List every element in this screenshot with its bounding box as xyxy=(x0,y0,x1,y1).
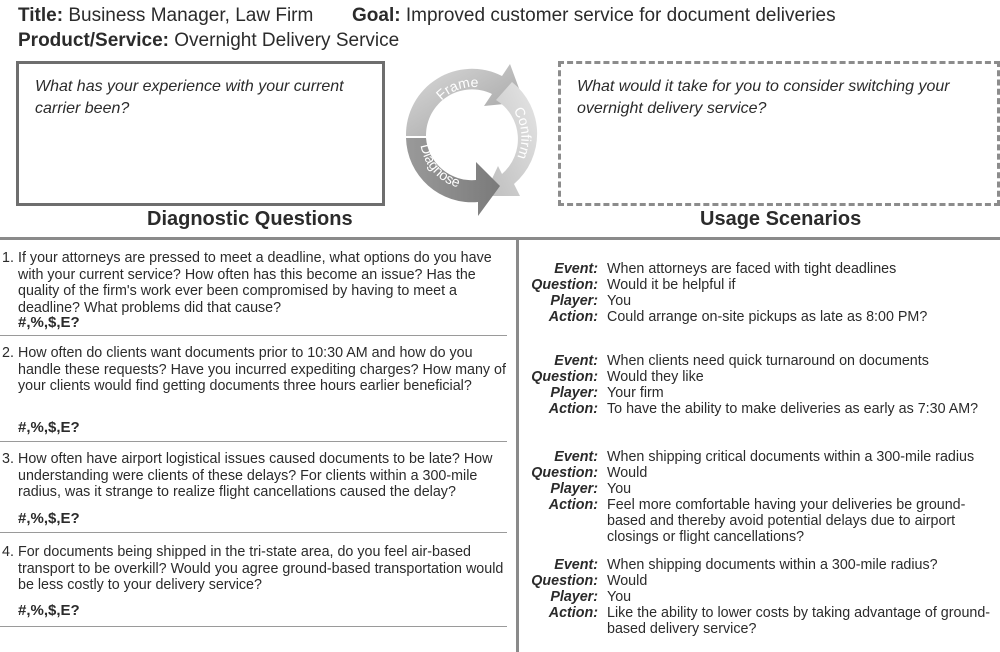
usage-scenario-1 xyxy=(520,261,1000,325)
question-value: Would xyxy=(607,573,648,589)
event-label: Event: xyxy=(554,449,598,465)
diagnostic-questions-heading: Diagnostic Questions xyxy=(147,208,353,230)
question-separator xyxy=(0,626,507,627)
action-label: Action: xyxy=(548,309,598,325)
event-value: When shipping critical documents within a 300-mile radius xyxy=(607,449,975,465)
question-text: How often do clients want documents prior to 10:30 AM and how do you handle these requests? Have you incurred expediting charges? How many of your clients would find getting documents three hours earlier beneficial? xyxy=(18,345,506,395)
goal-label: Goal: xyxy=(352,5,401,26)
diagnose-label: Diagnose xyxy=(417,142,463,191)
product-value: Overnight Delivery Service xyxy=(174,30,400,51)
event-value: When clients need quick turnaround on documents xyxy=(607,353,929,369)
usage-scenario-4 xyxy=(520,557,1000,637)
confirm-label: Confirm xyxy=(510,104,535,162)
product-label: Product/Service: xyxy=(18,30,169,51)
goal-line xyxy=(352,5,836,27)
question-value: Would xyxy=(607,465,648,481)
question-label: Question: xyxy=(531,369,598,385)
question-code: #,%,$,E? xyxy=(18,510,80,527)
action-value: Could arrange on-site pickups as late as 8:00 PM? xyxy=(607,309,928,325)
frame-diagnose-confirm-cycle xyxy=(392,56,552,216)
event-label: Event: xyxy=(554,353,598,369)
question-code: #,%,$,E? xyxy=(18,602,80,619)
usage-scenario-2 xyxy=(520,353,1000,417)
title-value: Business Manager, Law Firm xyxy=(68,5,314,26)
usage-scenario-3 xyxy=(520,449,1000,545)
player-label: Player: xyxy=(550,385,598,401)
player-value: You xyxy=(607,589,632,605)
event-value: When attorneys are faced with tight deadlines xyxy=(607,261,897,277)
question-label: Question: xyxy=(531,277,598,293)
diagnostic-question-2 xyxy=(2,345,512,395)
action-label: Action: xyxy=(548,497,598,513)
question-text: For documents being shipped in the tri-state area, do you feel air-based transport to be overkill? Would you agree ground-based transportation would be less costly to your delivery service? xyxy=(18,544,504,594)
switching-box xyxy=(558,61,1000,206)
action-value: Like the ability to lower costs by taking advantage of ground-based delivery service? xyxy=(607,605,991,637)
question-number: 1. xyxy=(2,250,14,266)
event-label: Event: xyxy=(554,557,598,573)
current-experience-box xyxy=(16,61,385,206)
frame-label: Frame xyxy=(432,73,479,103)
player-value: You xyxy=(607,293,632,309)
diagnostic-question-4 xyxy=(2,544,512,594)
usage-scenarios-heading: Usage Scenarios xyxy=(700,208,862,230)
player-label: Player: xyxy=(550,589,598,605)
question-label: Question: xyxy=(531,573,598,589)
question-text: How often have airport logistical issues caused documents to be late? How understanding were clients of these delays? For clients within a 300-mile radius, was it strange to realize flight cancellations caused the delay? xyxy=(18,451,493,501)
question-number: 2. xyxy=(2,345,14,361)
question-separator xyxy=(0,532,507,533)
player-value: You xyxy=(607,481,632,497)
product-line xyxy=(18,30,399,52)
action-label: Action: xyxy=(548,605,598,621)
question-value: Would it be helpful if xyxy=(607,277,736,293)
action-label: Action: xyxy=(548,401,598,417)
question-number: 3. xyxy=(2,451,14,467)
current-experience-question: What has your experience with your current carrier been? xyxy=(35,78,344,117)
question-value: Would they like xyxy=(607,369,704,385)
question-code: #,%,$,E? xyxy=(18,314,80,331)
player-label: Player: xyxy=(550,293,598,309)
question-label: Question: xyxy=(531,465,598,481)
diagnostic-question-1 xyxy=(2,250,512,316)
event-value: When shipping documents within a 300-mile radius? xyxy=(607,557,938,573)
action-value: To have the ability to make deliveries as early as 7:30 AM? xyxy=(607,401,979,417)
event-label: Event: xyxy=(554,261,598,277)
player-value: Your firm xyxy=(607,385,664,401)
switching-question: What would it take for you to consider switching your overnight delivery service? xyxy=(577,78,950,117)
question-number: 4. xyxy=(2,544,14,560)
action-value: Feel more comfortable having your deliveries be ground-based and thereby avoid potential delays due to airport closings or flight cancellations? xyxy=(607,497,966,545)
question-separator xyxy=(0,335,507,336)
diagnostic-question-3 xyxy=(2,451,512,501)
question-separator xyxy=(0,441,507,442)
question-text: If your attorneys are pressed to meet a deadline, what options do you have with your current service? How often has this become an issue? Has the quality of the firm's work ever been compromised by having to meet a deadline? What problems did that cause? xyxy=(18,250,492,316)
goal-value: Improved customer service for document deliveries xyxy=(405,5,836,26)
section-divider xyxy=(0,237,1000,240)
player-label: Player: xyxy=(550,481,598,497)
title-label: Title: xyxy=(18,5,64,26)
title-line xyxy=(18,5,313,27)
question-code: #,%,$,E? xyxy=(18,419,80,436)
column-divider xyxy=(516,240,519,652)
